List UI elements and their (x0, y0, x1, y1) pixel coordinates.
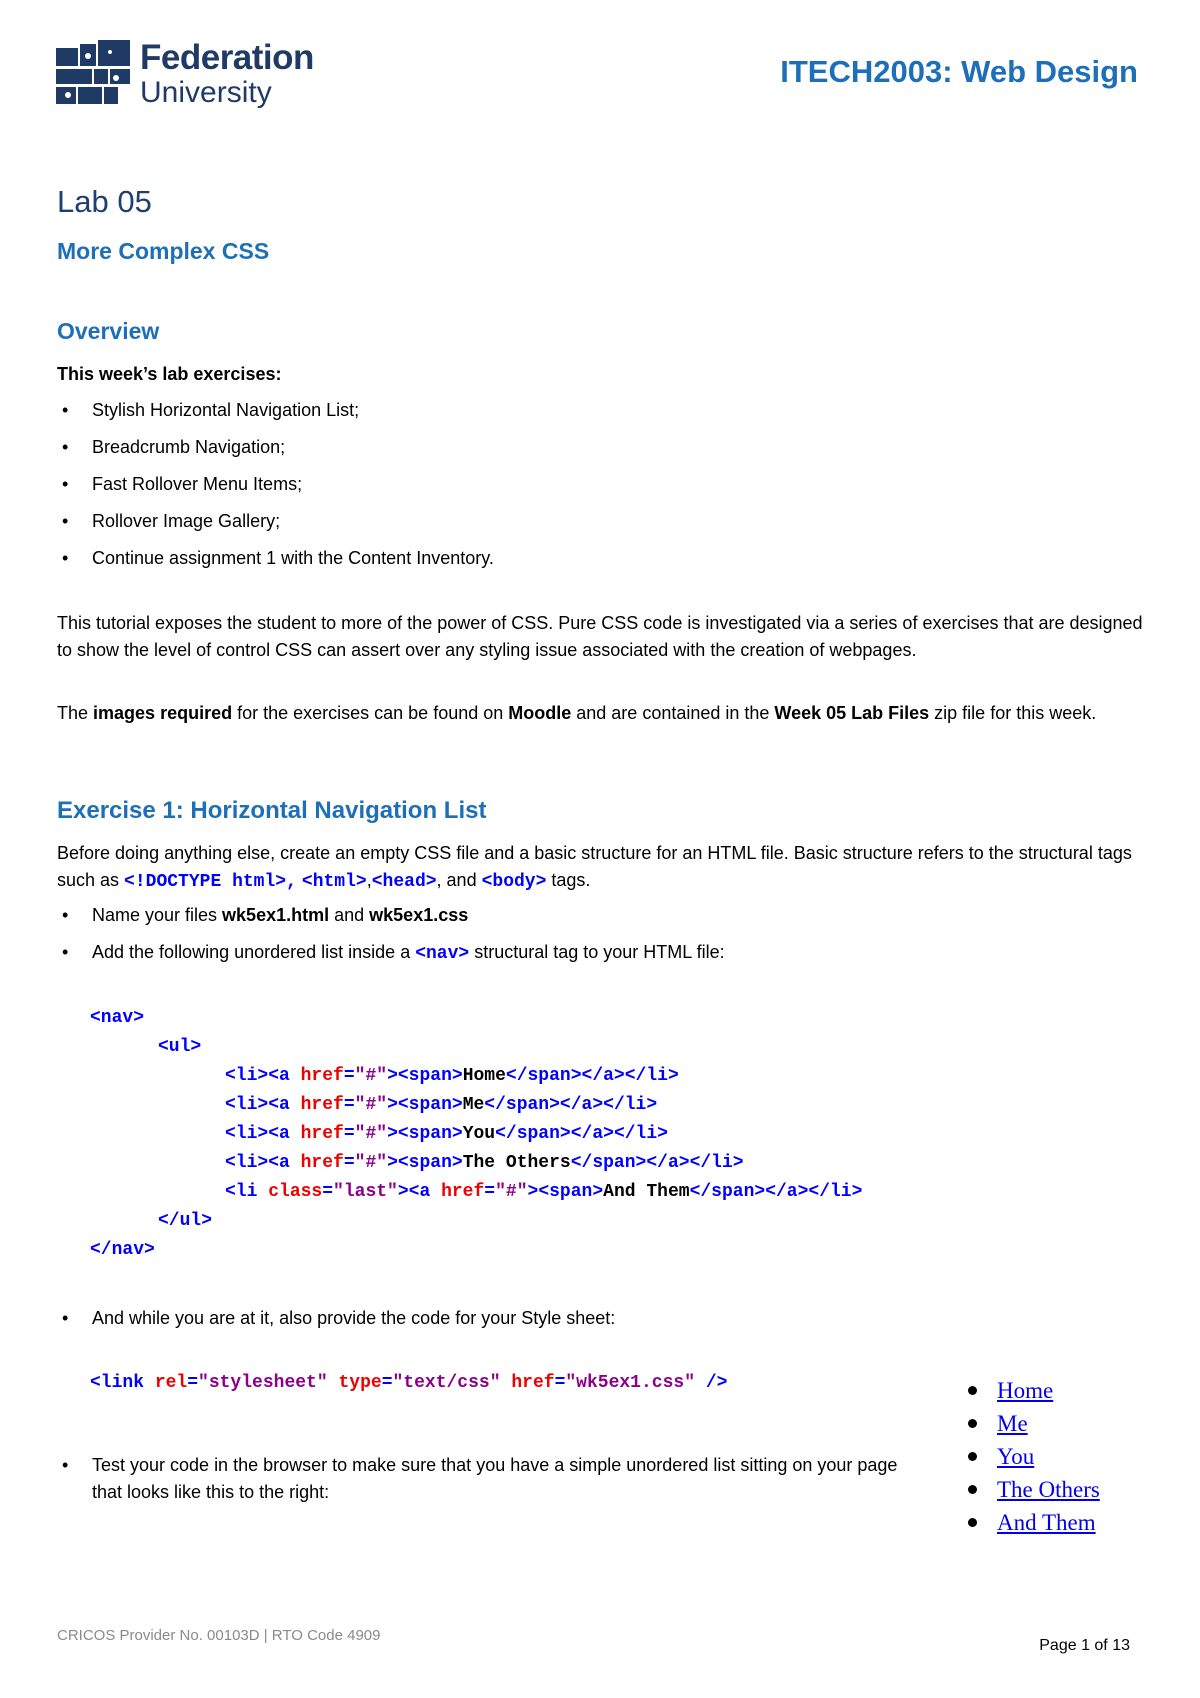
bullet-icon: • (62, 905, 69, 925)
text-span: structural tag to your HTML file: (469, 942, 725, 962)
overview-heading: Overview (57, 318, 160, 344)
bold-text: images required (93, 703, 233, 723)
code-line: <li class="last"><a href="#"><span>And Them</span></a></li> (225, 1182, 863, 1202)
code-line: <li><a href="#"><span>The Others</span></a></li> (225, 1153, 744, 1173)
code-doctype: <!DOCTYPE html> (124, 872, 287, 892)
code-line: </ul> (158, 1211, 213, 1231)
code-nav: <nav> (415, 944, 470, 964)
bullet-icon (968, 1452, 977, 1461)
page-title: Lab 05 (57, 184, 152, 219)
list-item: Stylish Horizontal Navigation List; (92, 400, 360, 420)
code-html: <html> (301, 872, 367, 892)
bullet-icon: • (62, 1308, 69, 1328)
sample-list-item[interactable] (968, 1510, 1096, 1536)
code-line: <nav> (90, 1008, 145, 1028)
university-logo (56, 38, 346, 118)
exercise-heading: Exercise 1: Horizontal Navigation List (57, 797, 487, 824)
course-title: ITECH2003: Web Design (780, 54, 1138, 89)
sample-list-item[interactable] (968, 1411, 1028, 1437)
list-item: Breadcrumb Navigation; (92, 437, 286, 457)
text-span: for the exercises can be found on (232, 703, 509, 723)
sample-link[interactable]: Me (997, 1411, 1028, 1436)
list-item: Continue assignment 1 with the Content Inventory. (92, 548, 494, 568)
code-line: <ul> (158, 1037, 202, 1057)
logo-text-university: University (140, 76, 272, 109)
sample-list-item[interactable] (968, 1477, 1100, 1503)
code-body: <body> (481, 872, 547, 892)
list-item: Fast Rollover Menu Items; (92, 474, 303, 494)
code-line-link: <link rel="stylesheet" type="text/css" href="wk5ex1.css" /> (90, 1373, 728, 1393)
page-subtitle: More Complex CSS (57, 238, 270, 264)
code-line: <li><a href="#"><span>You</span></a></li> (225, 1124, 668, 1144)
bold-text: Moodle (508, 703, 572, 723)
bullet-icon (968, 1419, 977, 1428)
list-item: Test your code in the browser to make sure that you have a simple unordered list sitting on your page that looks like this to the right: (92, 1455, 898, 1502)
bullet-icon: • (62, 474, 69, 494)
list-item: And while you are at it, also provide the code for your Style sheet: (92, 1308, 616, 1328)
list-item (92, 905, 468, 926)
text-span: tags. (546, 870, 591, 890)
bullet-icon: • (62, 437, 69, 457)
images-paragraph (57, 700, 1147, 727)
logo-text-federation: Federation (140, 38, 314, 77)
bullet-icon: • (62, 942, 69, 962)
code-line: </nav> (90, 1240, 155, 1260)
bold-text: wk5ex1.html (222, 905, 330, 925)
page-number: Page 1 of 13 (1039, 1637, 1130, 1654)
list-item: Rollover Image Gallery; (92, 511, 281, 531)
text-span: and are contained in the (571, 703, 775, 723)
sample-link[interactable]: You (997, 1444, 1035, 1469)
text-span: Name your files (92, 905, 223, 925)
footer-cricos: CRICOS Provider No. 00103D | RTO Code 4909 (57, 1627, 381, 1644)
bold-text: Week 05 Lab Files (774, 703, 930, 723)
code-line: <li><a href="#"><span>Home</span></a></li> (225, 1066, 679, 1086)
text-span: , (366, 870, 372, 890)
text-span: The (57, 703, 94, 723)
bullet-icon (968, 1485, 977, 1494)
sample-list-item[interactable] (968, 1444, 1034, 1470)
list-item (92, 942, 725, 964)
code-line: <li><a href="#"><span>Me</span></a></li> (225, 1095, 658, 1115)
bullet-icon: • (62, 1455, 69, 1475)
bold-text: wk5ex1.css (369, 905, 469, 925)
sample-list-item[interactable] (968, 1378, 1053, 1404)
bullet-icon: • (62, 548, 69, 568)
bullet-icon: • (62, 511, 69, 531)
text-span: zip file for this week. (929, 703, 1097, 723)
exercise-intro (57, 840, 1147, 896)
bullet-icon (968, 1518, 977, 1527)
sample-link[interactable]: Home (997, 1378, 1054, 1403)
text-span: , and (436, 870, 482, 890)
text-span: and (329, 905, 370, 925)
text-span: Before doing anything else, create an empty CSS file and a basic structure for an HTML file. Basic structure refers to the structural tags such as (57, 843, 1132, 890)
code-head: <head> (371, 872, 437, 892)
bullet-icon: • (62, 400, 69, 420)
overview-intro: This week’s lab exercises: (57, 364, 282, 384)
sample-link[interactable]: The Others (997, 1477, 1100, 1502)
federation-logo-icon (56, 40, 136, 110)
code-comma: , (286, 872, 297, 892)
bullet-icon (968, 1386, 977, 1395)
intro-paragraph: This tutorial exposes the student to more of the power of CSS. Pure CSS code is investigated via a series of exercises that are designed to show the level of control CSS can assert over any styling issue associated with the creation of webpages. (57, 613, 1143, 660)
sample-link[interactable]: And Them (997, 1510, 1096, 1535)
text-span: Add the following unordered list inside a (92, 942, 416, 962)
